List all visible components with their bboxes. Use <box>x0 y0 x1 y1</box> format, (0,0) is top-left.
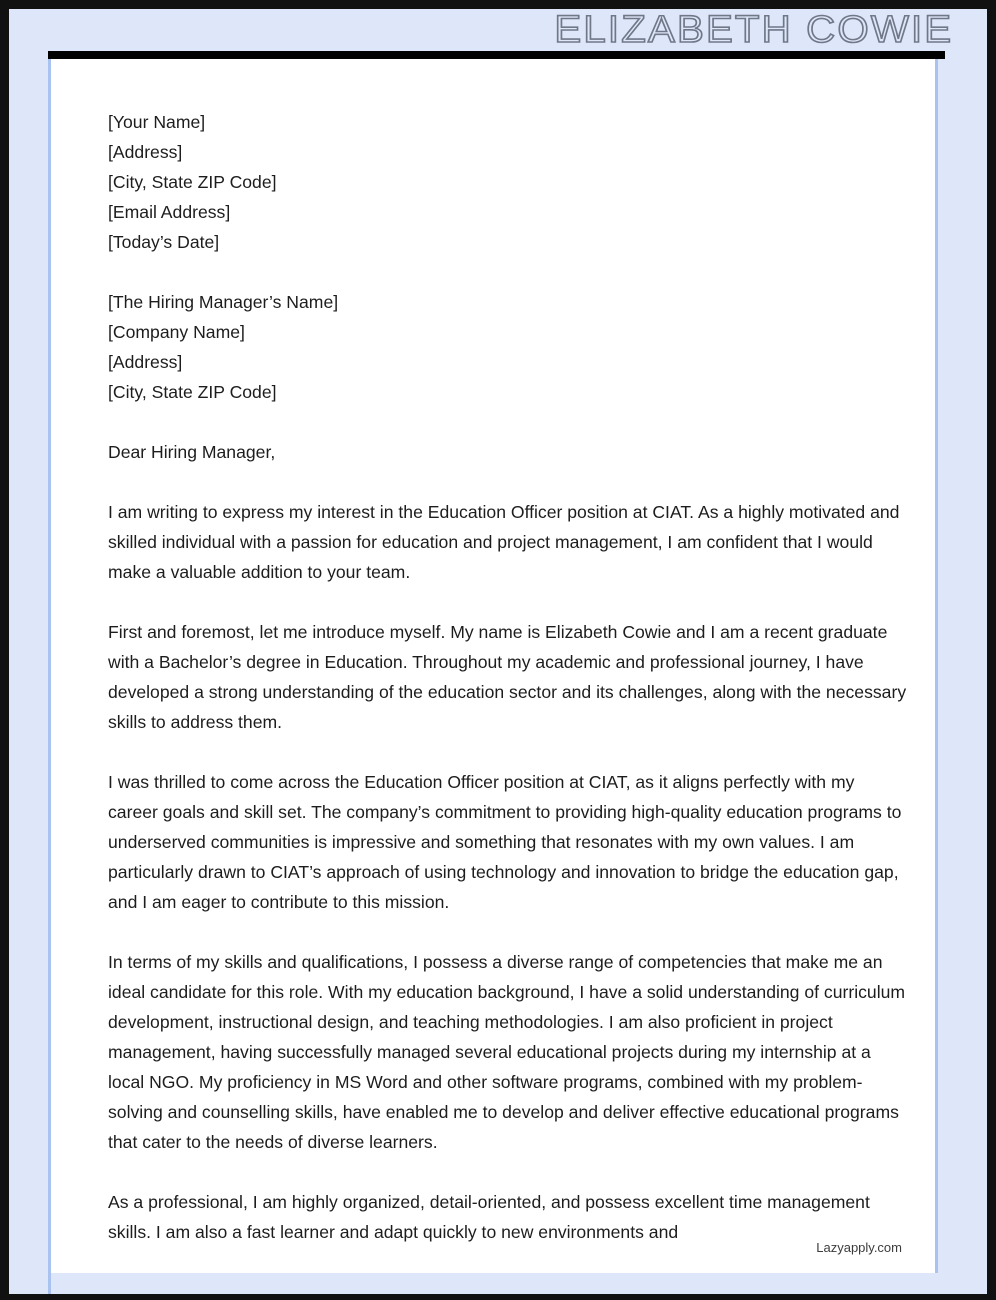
letter-sheet <box>51 59 935 1273</box>
recipient-address-block <box>108 257 908 407</box>
sender-line: [Today’s Date] <box>108 232 220 252</box>
sender-line: [Your Name] <box>108 112 206 132</box>
letter-paragraph: I was thrilled to come across the Education Officer position at CIAT, as it aligns perfectly with my career goals and skill set. The company’s commitment to providing high-quality education programs to underserved communities is impressive and something that resonates with my own values. I am particularly drawn to CIAT’s approach of using technology and innovation to bridge the education gap, and I am eager to contribute to this mission. <box>108 772 902 912</box>
sender-address-block <box>108 59 908 257</box>
sender-line: [Email Address] <box>108 202 231 222</box>
letter-paragraph: As a professional, I am highly organized, detail-oriented, and possess excellent time management skills. I am also a fast learner and adapt quickly to new environments and <box>108 1192 870 1242</box>
letterhead-rule <box>48 51 945 59</box>
letterhead-name: ELIZABETH COWIE <box>554 9 953 51</box>
recipient-line: [The Hiring Manager’s Name] <box>108 292 339 312</box>
recipient-line: [Company Name] <box>108 322 245 342</box>
recipient-line: [Address] <box>108 352 183 372</box>
sender-line: [Address] <box>108 142 183 162</box>
document-mat <box>9 9 987 1294</box>
letter-paragraph: I am writing to express my interest in the Education Officer position at CIAT. As a highly motivated and skilled individual with a passion for education and project management, I am confident that I would make a valuable addition to your team. <box>108 502 900 582</box>
letterhead <box>9 9 987 51</box>
sender-line: [City, State ZIP Code] <box>108 172 277 192</box>
letter-paragraph: First and foremost, let me introduce myself. My name is Elizabeth Cowie and I am a recent graduate with a Bachelor’s degree in Education. Throughout my academic and professional journey, I have developed a strong understanding of the education sector and its challenges, along with the necessary skills to address them. <box>108 622 907 732</box>
page-edge-right <box>935 59 938 1294</box>
page-bottom-tint <box>51 1273 938 1294</box>
letter-body <box>108 59 908 1247</box>
salutation: Dear Hiring Manager, <box>108 442 276 462</box>
letter-paragraph: In terms of my skills and qualifications, I possess a diverse range of competencies that make me an ideal candidate for this role. With my education background, I have a solid understanding of curriculum development, instructional design, and teaching methodologies. I am also proficient in project management, having successfully managed several educational projects during my internship at a local NGO. My proficiency in MS Word and other software programs, combined with my problem-solving and counselling skills, have enabled me to develop and deliver effective educational programs that cater to the needs of diverse learners. <box>108 952 906 1152</box>
watermark: Lazyapply.com <box>813 1239 905 1256</box>
recipient-line: [City, State ZIP Code] <box>108 382 277 402</box>
